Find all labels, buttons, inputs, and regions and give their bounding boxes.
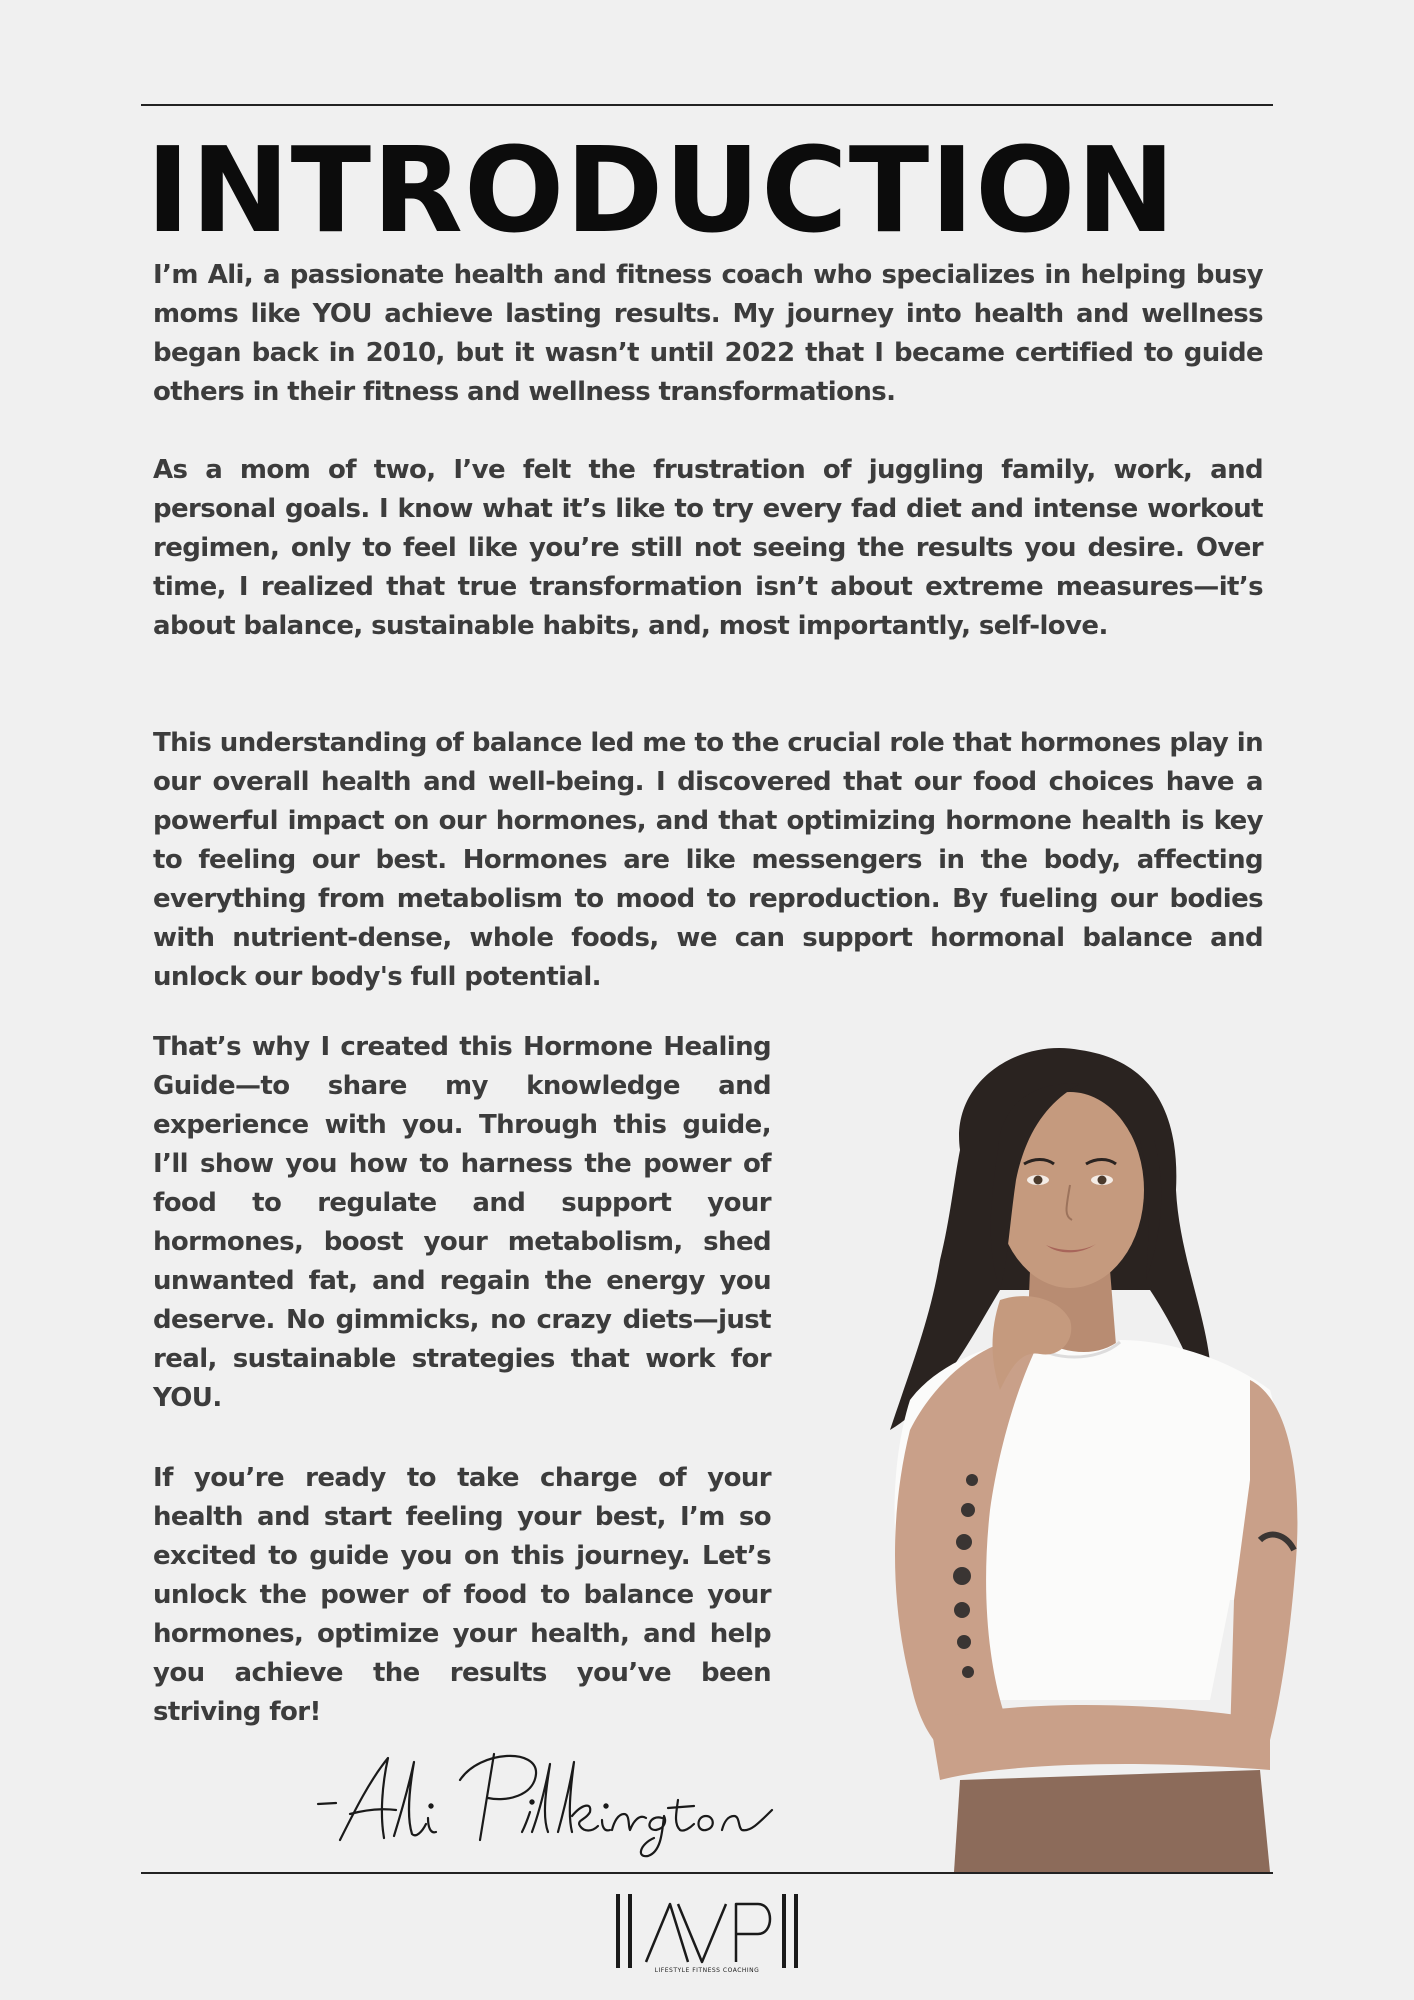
intro-paragraph-2: As a mom of two, I’ve felt the frustration of juggling family, work, and personal goals. I know what it’s like to try every fad diet and intense workout regimen, only to feel like you’re still not seeing the results you desire. Over time, I realized that true transformation isn’t about extreme measures—it’s about balance, sustainable habits, and, most importantly, self-love. — [153, 455, 1263, 641]
top-divider — [141, 104, 1273, 106]
intro-paragraph-3: This understanding of balance led me to the crucial role that hormones play in our overall health and well-being. I discovered that our food choices have a powerful impact on our hormones, and that optimizing hormone health is key to feeling our best. Hormones are like messengers in the body, affecting everything from metabolism to mood to reproduction. By fueling our bodies with nutrient-dense, whole foods, we can support hormonal balance and unlock our body's full potential. — [153, 728, 1263, 992]
bottom-divider — [141, 1872, 1273, 1874]
intro-paragraph-5: If you’re ready to take charge of your health and start feeling your best, I’m so excited to guide you on this journey. Let’s unlock the power of food to balance your hormones, optimize your health, and help you achieve the results you’ve been striving for! — [153, 1463, 771, 1727]
page-title: INTRODUCTION — [146, 121, 1177, 259]
intro-paragraph-1: I’m Ali, a passionate health and fitness coach who specializes in helping busy moms like YOU achieve lasting results. My journey into health and wellness began back in 2010, but it wasn’t until 2022 that I became certified to guide others in their fitness and wellness transformations. — [153, 260, 1263, 407]
logo-tagline: LIFESTYLE FITNESS COACHING — [654, 1967, 760, 1974]
portrait-photo — [850, 1040, 1370, 1872]
signature — [310, 1740, 780, 1860]
intro-paragraph-4: That’s why I created this Hormone Healing Guide—to share my knowledge and experience with you. Through this guide, I’ll show you how to harness the power of food to regulate and support your hormones, boost your metabolism, shed unwanted fat, and regain the energy you deserve. No gimmicks, no crazy diets—just real, sustainable strategies that work for YOU. — [153, 1032, 771, 1413]
